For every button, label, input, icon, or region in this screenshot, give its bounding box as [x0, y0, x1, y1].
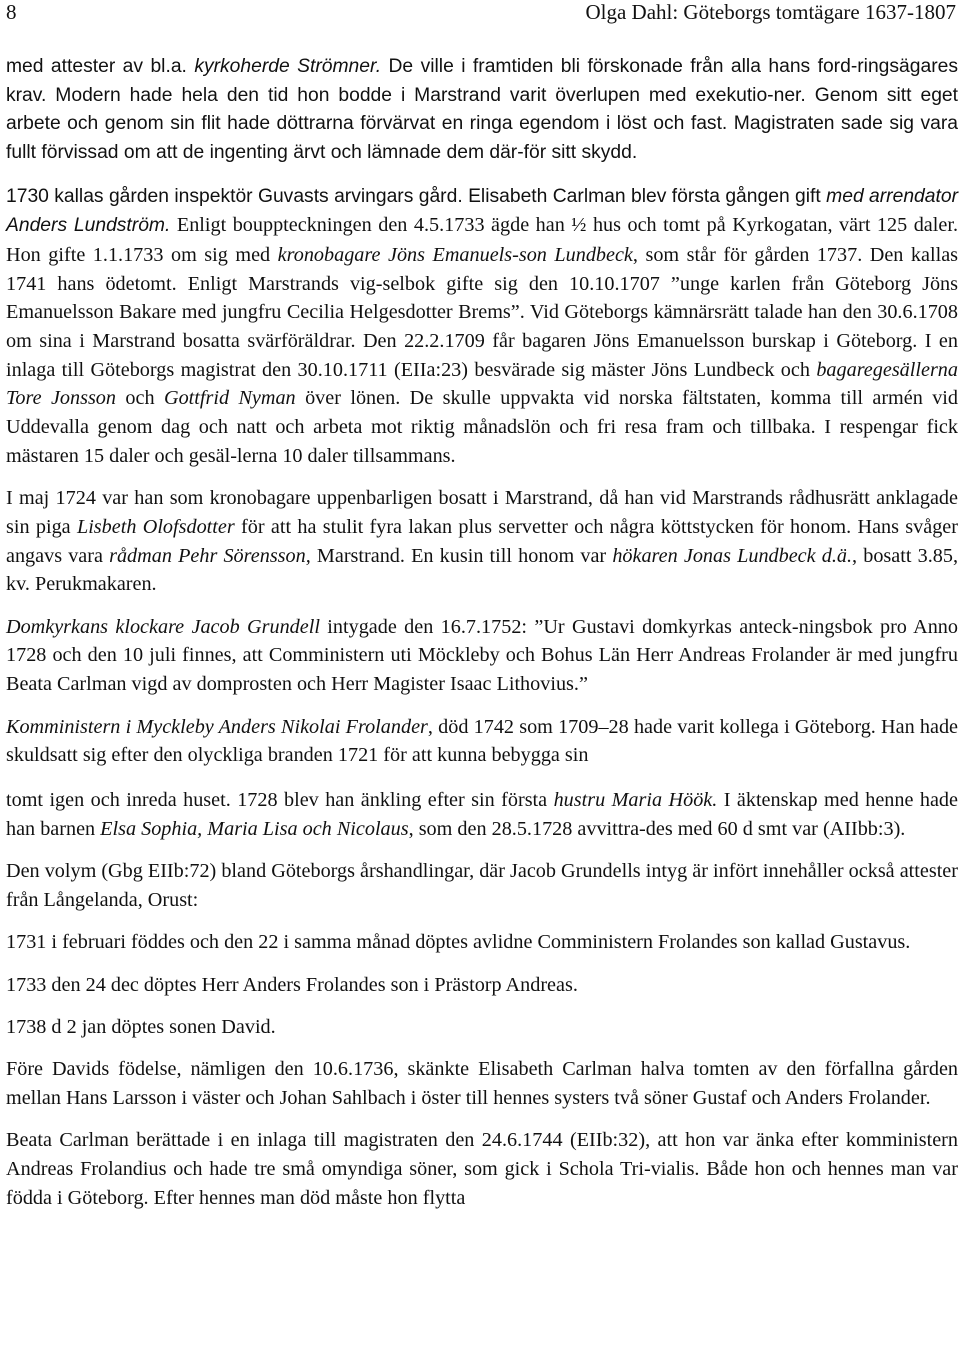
italic-name: Komministern i Myckleby Anders Nikolai Frolander [6, 715, 428, 738]
italic-name: med arrendator Anders Lundström. [6, 185, 958, 237]
italic-name: kyrkoherde Strömner. [194, 56, 382, 77]
page-number: 8 [6, 0, 17, 24]
italic-name: rådman Pehr Sörensson, [109, 544, 311, 567]
paragraph-3: I maj 1724 var han som kronobagare uppenbarligen bosatt i Marstrand, då han vid Marstrands rådhusrätt anklagade sin piga Lisbeth Olofsdotter för att ha stulit fyra lakan plus servetter och några köttstycken för honom. Hans svåger angavs vara rådman Pehr Sörensson, Marstrand. En kusin till honom var hökaren Jonas Lundbeck d.ä., bosatt 3.85, kv. Perukmakaren. [6, 487, 958, 596]
paragraph-7: Den volym (Gbg EIIb:72) bland Göteborgs årshandlingar, där Jacob Grundells intyg är infört innehåller också attester från Långelanda, Orust: [6, 860, 958, 911]
paragraph-9: 1733 den 24 dec döptes Herr Anders Frolandes son i Prästorp Andreas. [6, 973, 578, 996]
paragraph-1: med attester av bl.a. kyrkoherde Strömner. De ville i framtiden bli förskonade från alla hans ford-ringsägares krav. Modern hade hela den tid hon bodde i Marstrand varit överlupen med exekutio-ner. Genom sitt eget arbete och genom sin flit hade döttrarna förvärvat en ringa egendom i löst och fast. Magistraten sade sig vara fullt förvissad om att de ingenting ärvt och lämnade dem där-för sitt skydd. [6, 56, 958, 164]
italic-name: bagaregesällerna Tore Jonsson [6, 358, 958, 410]
italic-name: Gottfrid Nyman [163, 387, 296, 410]
paragraph-12: Beata Carlman berättade i en inlaga till magistraten den 24.6.1744 (EIIb:32), att hon var änka efter komministern Andreas Frolandius och hade tre små omyndiga söner, som gick i Schola Tri-vialis. Både hon och hennes man var födda i Göteborg. Efter hennes man död måste hon flytta [6, 1129, 958, 1209]
running-title: Olga Dahl: Göteborgs tomtägare 1637-1807 [585, 0, 956, 24]
italic-name: Domkyrkans klockare Jacob Grundell [6, 615, 320, 638]
paragraph-6: tomt igen och inreda huset. 1728 blev han änkling efter sin första hustru Maria Höök. I äktenskap med henne hade han barnen Elsa Sophia, Maria Lisa och Nicolaus, som den 28.5.1728 avvittra-des med 60 d smt var (AIIbb:3). [6, 788, 958, 840]
italic-name: Elsa Sophia, Maria Lisa och Nicolaus [100, 817, 409, 840]
italic-name: Lisbeth Olofsdotter [76, 515, 235, 538]
italic-name: hustru Maria Höök. [553, 788, 718, 811]
paragraph-4: Domkyrkans klockare Jacob Grundell intygade den 16.7.1752: ”Ur Gustavi domkyrkas anteck-ningsbok pro Anno 1728 och den 10 juli finnes, att Comministern uti Möckleby och Bohus Län Herr Andreas Frolander är med jungfru Beata Carlman vigd av domprosten och Herr Magister Isaac Lithovius.” [6, 615, 958, 696]
paragraph-2: 1730 kallas gården inspektör Guvasts arvingars gård. Elisabeth Carlman blev första gången gift med arrendator Anders Lundström. Enligt bouppteckningen den 4.5.1733 ägde han ½ hus och tomt på Kyrkogatan, värt 125 daler. Hon gifte 1.1.1733 om sig med kronobagare Jöns Emanuels-son Lundbeck, som står för gården 1737. Den kallas 1741 hans ödetomt. Enligt Marstrands vig-selbok gifte sig den 10.10.1707 ”unge karlen från Göteborg Jöns Emanuelsson Bakare med jungfru Cecilia Helgesdotter Brems”. Vid Göteborgs kämnärsrätt talade han den 30.6.1708 om sina i Marstrand bosatta svärföräldrar. Den 22.2.1709 får bagaren Jöns Emanuelsson burskap i Göteborg. I en inlaga till Göteborgs magistrat den 30.10.1711 (EIIa:23) besvärade sig mäster Jöns Lundbeck och bagaregesällerna Tore Jonsson och Gottfrid Nyman över lönen. De skulle uppvakta vid norska fältstaten, komma till armén vid Uddevalla genom dag och natt och arbeta mot riktig månadslön och fri resa fram och tillbaka. I respengar fick mästaren 15 daler och gesäl-lerna 10 daler tillsammans. [6, 185, 959, 467]
body-text [6, 53, 958, 1226]
page-header [6, 0, 956, 28]
paragraph-10: 1738 d 2 jan döptes sonen David. [6, 1015, 276, 1038]
italic-name: kronobagare Jöns Emanuels-son Lundbeck [277, 243, 633, 266]
paragraph-5: Komministern i Myckleby Anders Nikolai Frolander, död 1742 som 1709–28 hade varit kollega i Göteborg. Han hade skuldsatt sig efter den olyckliga branden 1721 för att kunna bebygga sin [6, 715, 958, 767]
paragraph-8: 1731 i februari föddes och den 22 i samma månad döptes avlidne Comministern Frolandes son kallad Gustavus. [6, 931, 911, 954]
paragraph-11: Före Davids födelse, nämligen den 10.6.1736, skänkte Elisabeth Carlman halva tomten av den förfallna gården mellan Hans Larsson i väster och Johan Sahlbach i öster till hennes systers två söner Gustaf och Anders Frolander. [6, 1058, 958, 1109]
italic-name: hökaren Jonas Lundbeck d.ä. [612, 544, 853, 567]
